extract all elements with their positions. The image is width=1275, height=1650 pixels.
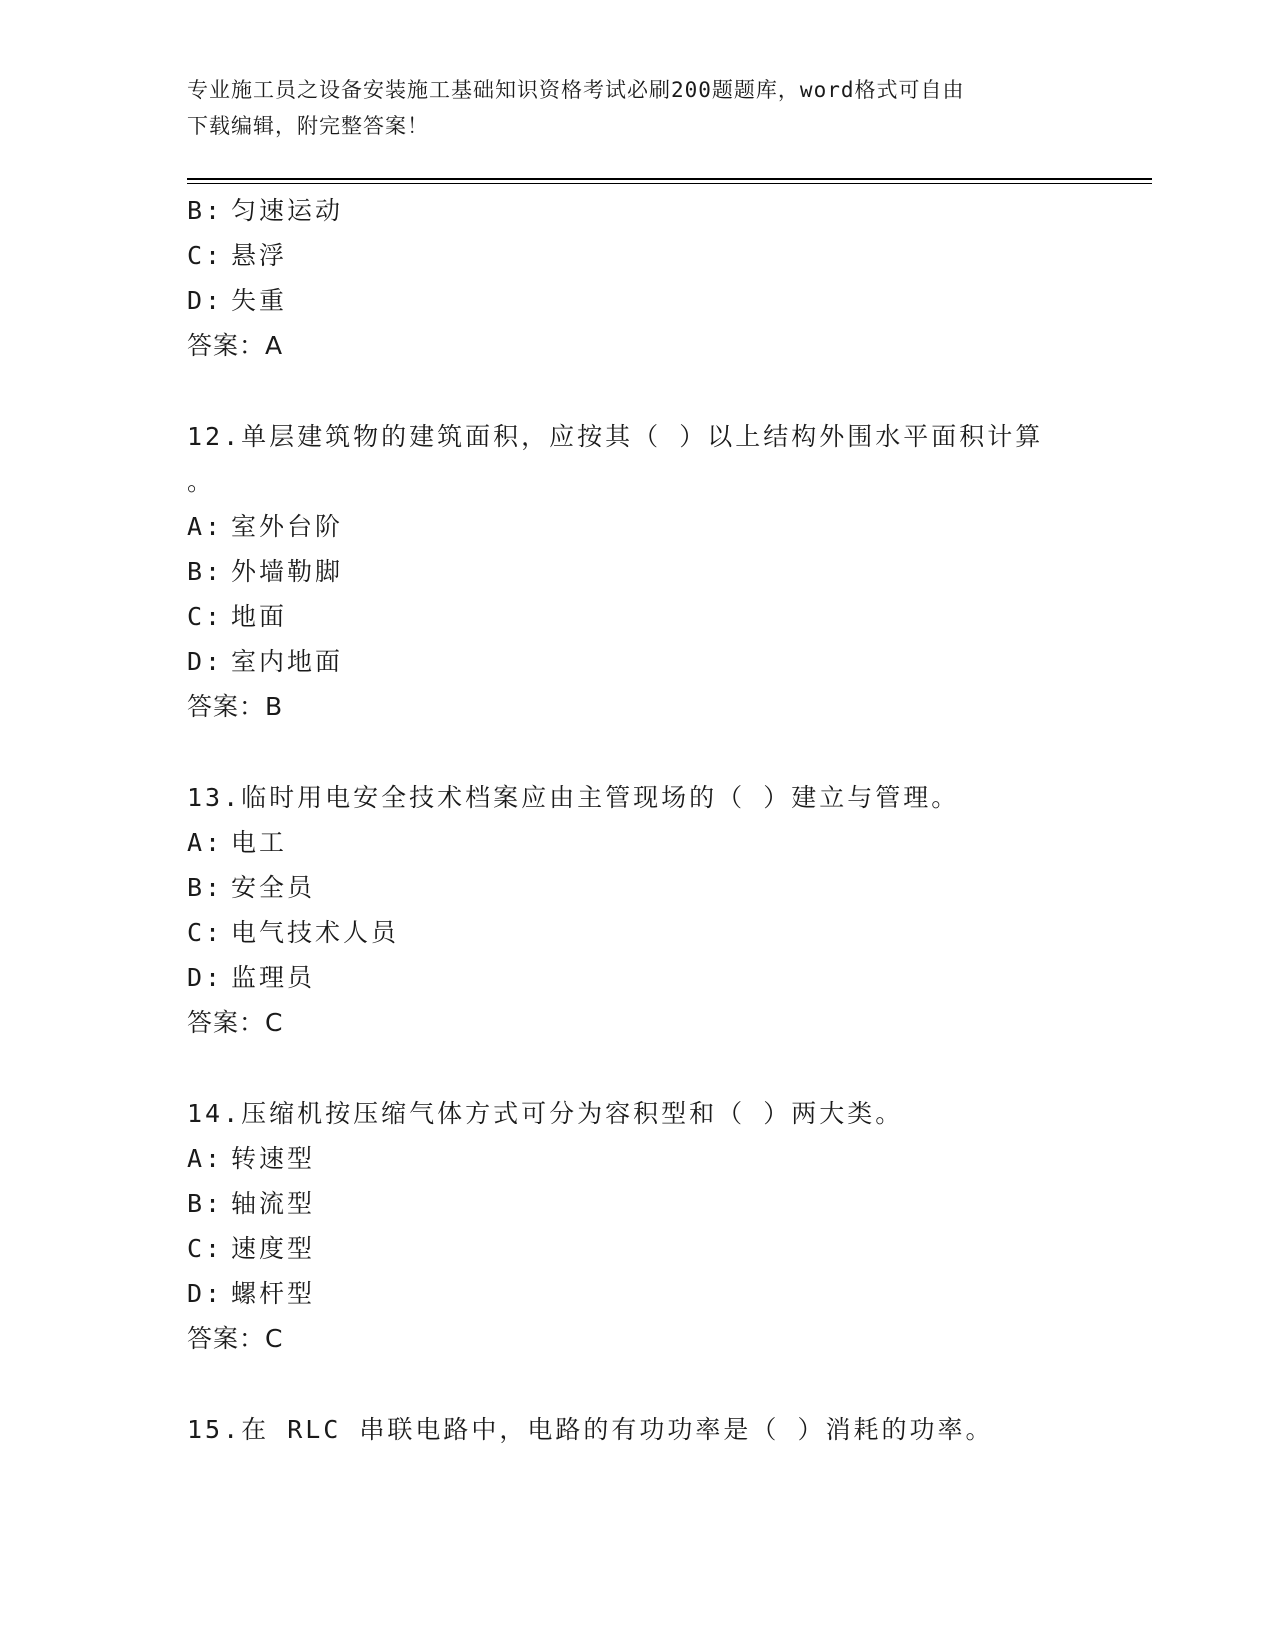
option-c	[187, 233, 1087, 278]
option-text: 地面	[231, 602, 288, 631]
option-key: C:	[187, 602, 224, 631]
option-b	[187, 865, 1087, 910]
question-stem: 14.压缩机按压缩气体方式可分为容积型和（ ）两大类。	[187, 1099, 904, 1128]
option-key: D:	[187, 647, 224, 676]
header-title-line-2: 下载编辑，附完整答案！	[187, 114, 429, 138]
question-stem: 12.单层建筑物的建筑面积，应按其（ ）以上结构外围水平面积计算	[187, 422, 1044, 451]
option-key: D:	[187, 286, 224, 315]
option-c	[187, 1226, 1087, 1271]
option-text: 转速型	[231, 1144, 316, 1173]
option-key: C:	[187, 918, 224, 947]
option-b	[187, 549, 1087, 594]
option-text: 匀速运动	[231, 196, 344, 225]
option-a	[187, 820, 1087, 865]
option-key: B:	[187, 873, 224, 902]
option-text: 安全员	[231, 873, 316, 902]
option-text: 外墙勒脚	[231, 557, 344, 586]
option-key: C:	[187, 1234, 224, 1263]
option-a	[187, 1136, 1087, 1181]
answer-line: 答案：B	[187, 692, 284, 721]
question-list	[187, 188, 1087, 1452]
option-d	[187, 639, 1087, 684]
option-key: D:	[187, 963, 224, 992]
option-c	[187, 594, 1087, 639]
option-text: 监理员	[231, 963, 316, 992]
option-d	[187, 955, 1087, 1000]
option-key: C:	[187, 241, 224, 270]
option-key: A:	[187, 512, 224, 541]
question-stem: 15.在 RLC 串联电路中，电路的有功功率是（ ）消耗的功率。	[187, 1415, 994, 1444]
question-14	[187, 1091, 1087, 1361]
option-text: 螺杆型	[231, 1279, 316, 1308]
option-text: 轴流型	[231, 1189, 316, 1218]
document-header	[187, 72, 1087, 144]
header-divider	[187, 178, 1152, 180]
answer-line: 答案：A	[187, 331, 284, 360]
answer-line: 答案：C	[187, 1008, 284, 1037]
answer-line: 答案：C	[187, 1324, 284, 1353]
question-11	[187, 188, 1087, 368]
option-text: 电工	[231, 828, 288, 857]
option-b	[187, 1181, 1087, 1226]
question-stem-continued: 。	[187, 467, 216, 496]
option-key: D:	[187, 1279, 224, 1308]
header-divider-thin	[187, 183, 1152, 184]
option-text: 悬浮	[231, 241, 288, 270]
option-d	[187, 278, 1087, 323]
option-text: 速度型	[231, 1234, 316, 1263]
option-key: B:	[187, 196, 224, 225]
option-key: A:	[187, 828, 224, 857]
question-stem: 13.临时用电安全技术档案应由主管现场的（ ）建立与管理。	[187, 783, 960, 812]
question-13	[187, 775, 1087, 1045]
option-a	[187, 504, 1087, 549]
option-text: 室内地面	[231, 647, 344, 676]
question-15	[187, 1407, 1087, 1452]
option-d	[187, 1271, 1087, 1316]
option-c	[187, 910, 1087, 955]
header-title-line-1: 专业施工员之设备安装施工基础知识资格考试必刷200题题库，word格式可自由	[187, 78, 965, 102]
option-text: 电气技术人员	[231, 918, 400, 947]
question-12	[187, 414, 1087, 729]
option-text: 失重	[231, 286, 288, 315]
option-key: B:	[187, 1189, 224, 1218]
option-b	[187, 188, 1087, 233]
option-text: 室外台阶	[231, 512, 344, 541]
option-key: B:	[187, 557, 224, 586]
option-key: A:	[187, 1144, 224, 1173]
